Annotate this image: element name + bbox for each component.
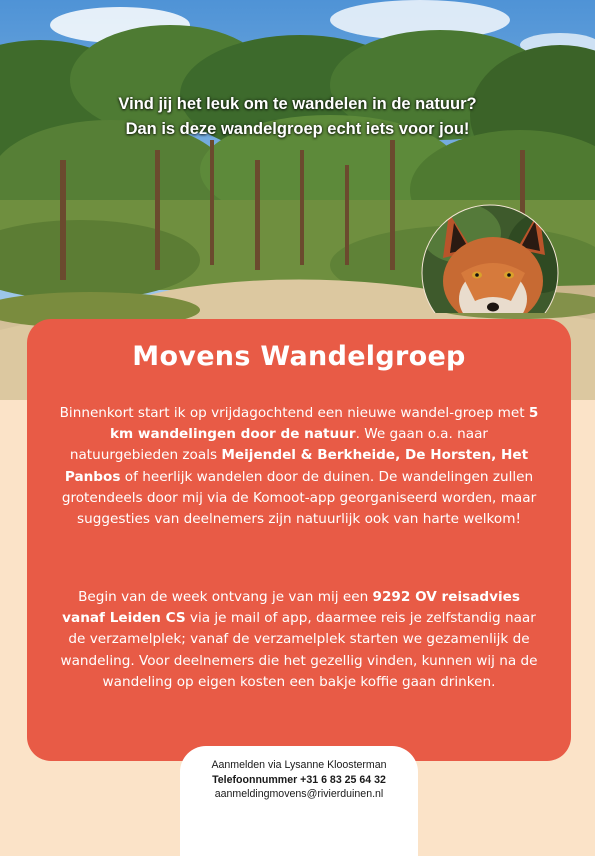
contact-phone[interactable]: Telefoonnummer +31 6 83 25 64 32 — [212, 773, 386, 786]
intro-highlight-areas: Meijendel & Berkheide, De Horsten, Het Panbos — [64, 447, 529, 485]
travel-text-1: Begin van de week ontvang je van mij een — [78, 589, 373, 605]
paragraph-intro — [55, 403, 543, 530]
intro-text-2: . We gaan o.a. naar natuurgebieden zoals — [69, 426, 489, 464]
fox-illustration — [421, 203, 571, 313]
card-title: Movens Wandelgroep — [132, 341, 466, 372]
paragraph-travel — [55, 587, 543, 693]
info-card — [27, 319, 571, 761]
fox-image — [421, 203, 571, 313]
headline-line-1: Vind jij het leuk om te wandelen in de natuur? — [118, 95, 477, 113]
contact-box — [180, 746, 418, 856]
intro-text-3: of heerlijk wandelen door de duinen. De wandelingen zullen grotendeels door mij via de Komoot-app georganiseerd worden, maar suggesties van deelnemers zijn natuurlijk ook van harte welkom! — [61, 468, 537, 528]
travel-text-2: via je mail of app, daarmee reis je zelfstandig naar de verzamelplek; vanaf de verzamelplek starten we gezamenlijk de wandeling. Voor deelnemers die het gezellig vinden, kunnen wij na de wandeling op eigen kosten een bakje koffie gaan drinken. — [60, 610, 538, 690]
headline-line-2: Dan is deze wandelgroep echt iets voor jou! — [125, 120, 470, 138]
contact-email[interactable]: aanmeldingmovens@rivierduinen.nl — [214, 788, 384, 800]
travel-highlight-ov: 9292 OV reisadvies vanaf Leiden CS — [62, 589, 520, 627]
intro-text-1: Binnenkort start ik op vrijdagochtend een nieuwe wandel-groep met — [59, 405, 529, 421]
headline — [0, 92, 595, 142]
contact-signup: Aanmelden via Lysanne Kloosterman — [211, 759, 387, 771]
intro-highlight-distance: 5 km wandelingen door de natuur — [109, 405, 539, 443]
